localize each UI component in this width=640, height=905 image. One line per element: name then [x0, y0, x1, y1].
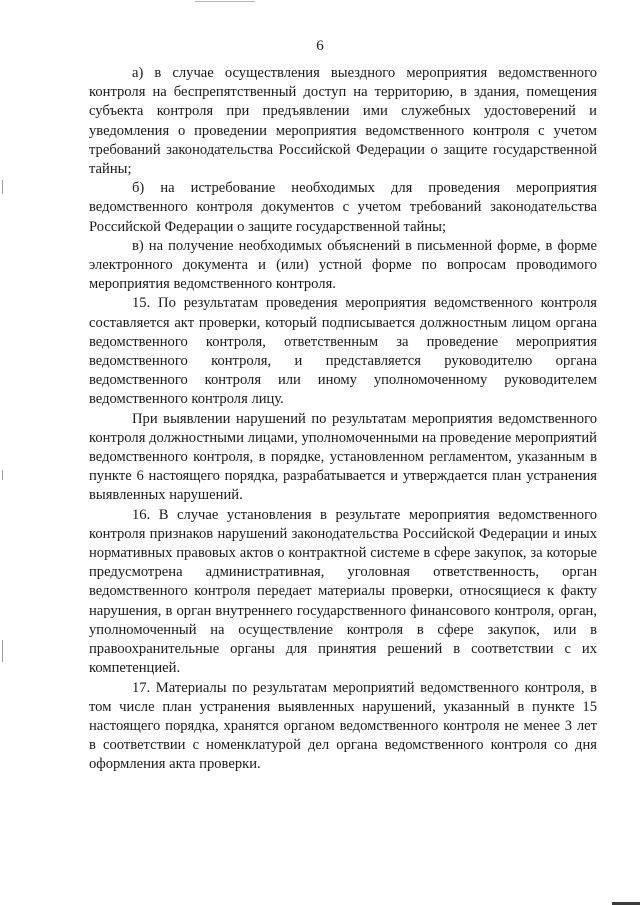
scan-edge-mark: [2, 180, 3, 194]
paragraph-subitem-b: б) на истребование необходимых для проведения мероприятия ведомственного контроля документов с учетом требований законодательства Российской Федерации о защите государственной тайны;: [89, 180, 597, 235]
paragraph-clause-17: 17. Материалы по результатам мероприятий ведомственного контроля, в том числе план устранения выявленных нарушений, указанный в пункте 15 настоящего порядка, хранятся органом ведомственного контроля не менее 3 лет в соответствии с номенклатурой дел органа ведомственного контроля со дня оформления акта проверки.: [89, 679, 597, 773]
scan-edge-mark: [2, 640, 3, 662]
scan-edge-mark: [2, 470, 3, 480]
paragraph-clause-15: 15. По результатам проведения мероприятия ведомственного контроля составляется акт проверки, который подписывается должностным лицом органа ведомственного контроля, ответственным за проведение мероприятия ведомственного контроля, и представляется руководителю органа ведомственного контроля или иному уполномоченному руководителем ведомственного контроля лицу.: [89, 295, 597, 408]
page-number: 6: [316, 38, 324, 54]
paragraph-subitem-c: в) на получение необходимых объяснений в письменной форме, в форме электронного документа и (или) устной форме по вопросам проводимого мероприятия ведомственного контроля.: [89, 237, 597, 293]
paragraph-subitem-a: а) в случае осуществления выездного мероприятия ведомственного контроля на беспрепятственный доступ на территорию, в здания, помещения субъекта контроля при предъявлении ими служебных удостоверений и уведомления о проведении мероприятия ведомственного контроля с учетом требований законодательства Российской Федерации о защите государственной тайны;: [89, 65, 597, 178]
paragraph-violations-plan: При выявлении нарушений по результатам мероприятия ведомственного контроля должностными лицами, уполномоченными на проведение мероприятий ведомственного контроля, в порядке, установленном регламентом, указанным в пункте 6 настоящего порядка, разрабатывается и утверждается план устранения выявленных нарушений.: [89, 410, 597, 504]
document-body: [89, 64, 597, 775]
paragraph-clause-16: 16. В случае установления в результате мероприятия ведомственного контроля признаков нарушений законодательства Российской Федерации и иных нормативных правовых актов о контрактной системе в сфере закупок, за которые предусмотрена административная, уголовная ответственность, орган ведомственного контроля передает материалы проверки, относящиеся к факту нарушения, в орган внутреннего государственного финансового контроля, орган, уполномоченный на осуществление контроля в сфере закупок, или в правоохранительные органы для принятия решений в соответствии с их компетенцией.: [89, 506, 597, 677]
scan-artifact-top: [195, 1, 255, 2]
